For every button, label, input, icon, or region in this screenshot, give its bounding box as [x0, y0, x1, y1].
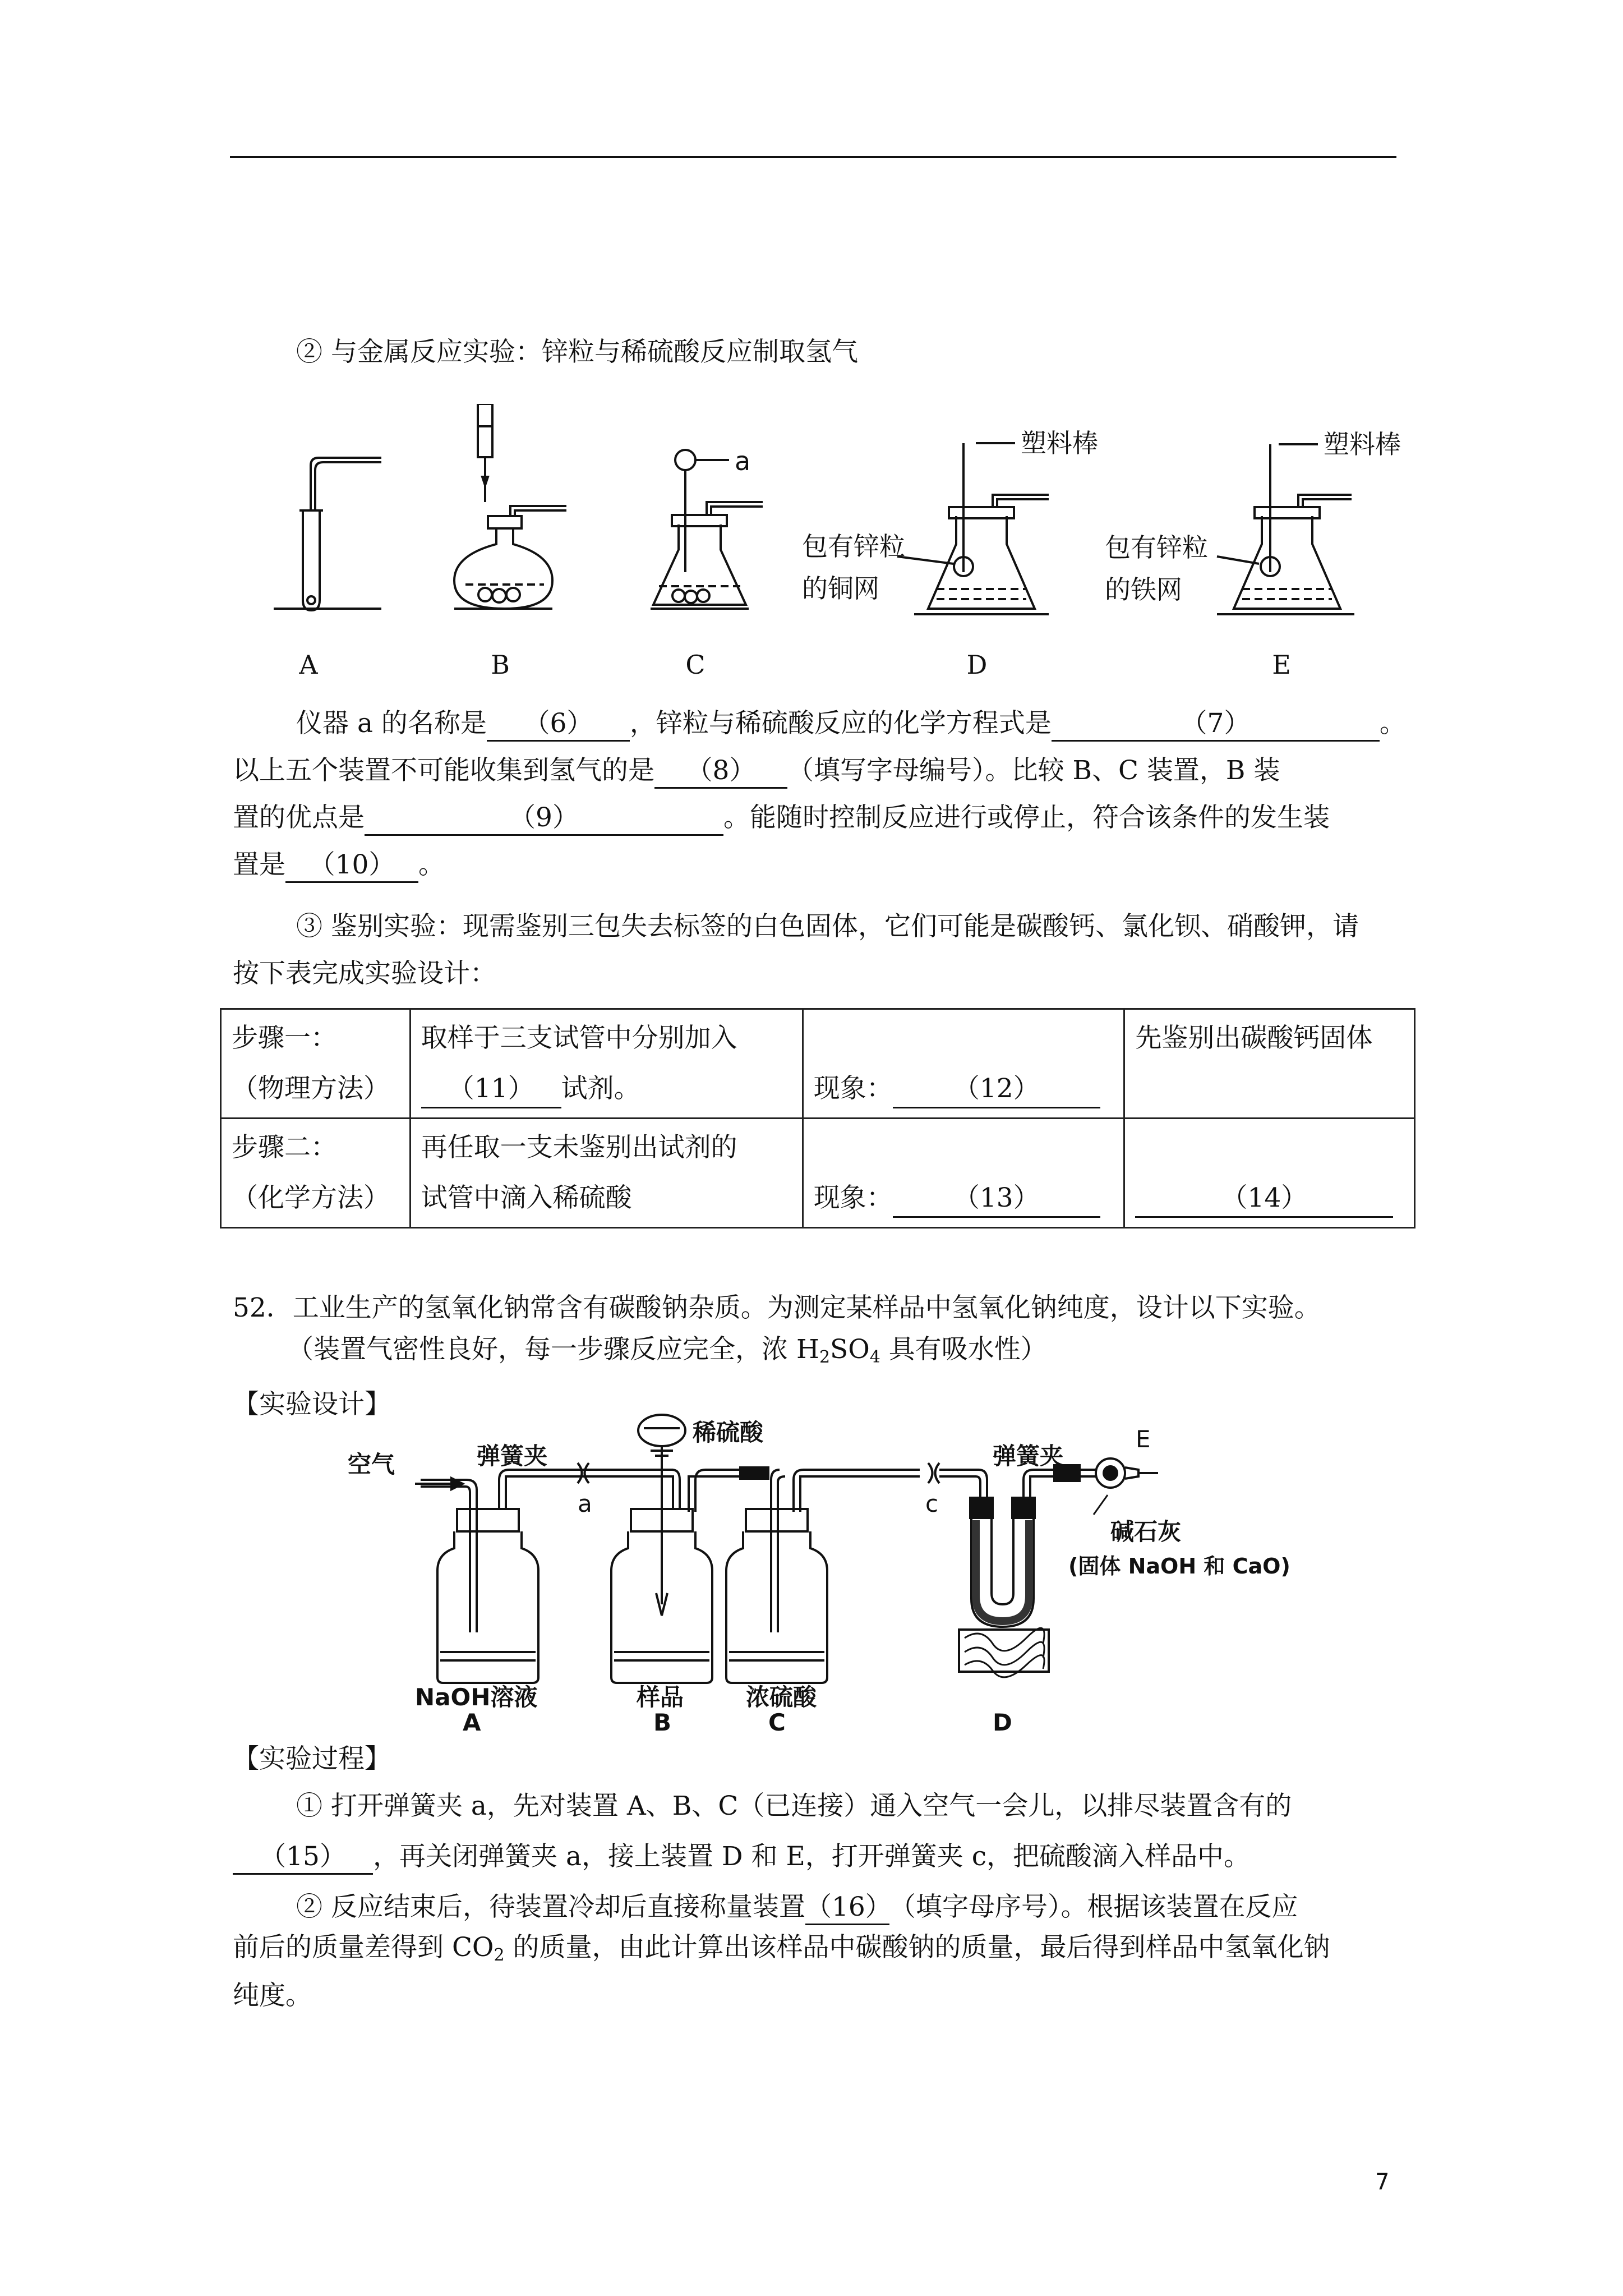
- process-step-1-line-1: ① 打开弹簧夹 a，先对装置 A、B、C（已连接）通入空气一会儿，以排尽装置含有的: [296, 1791, 1292, 1821]
- blank-7[interactable]: （7）: [1052, 702, 1380, 742]
- table-cell: 步骤二： （化学方法）: [221, 1119, 411, 1228]
- soda-lime-note: (固体 NaOH 和 CaO): [1068, 1554, 1290, 1579]
- spring-clip-label-2: 弹簧夹: [993, 1442, 1064, 1470]
- table-cell: 先鉴别出碳酸钙固体: [1124, 1009, 1415, 1119]
- e-label: E: [1136, 1425, 1151, 1453]
- conc-acid-label: 浓硫酸: [746, 1683, 817, 1711]
- question-line-2: 以上五个装置不可能收集到氢气的是 （8） （填写字母编号）。比较 B、C 装置，B 装: [233, 749, 1280, 789]
- u-tube-d: [939, 1470, 1054, 1677]
- soda-lime-label: 碱石灰: [1110, 1518, 1182, 1545]
- blank-8[interactable]: （8）: [654, 749, 787, 789]
- table-cell: [1124, 1119, 1415, 1228]
- blank-10[interactable]: （10）: [285, 844, 418, 883]
- clip-c-label: c: [925, 1490, 939, 1517]
- process-step-2-line-3: 纯度。: [233, 1980, 312, 2011]
- letter-c: C: [768, 1709, 786, 1733]
- spring-clip-c: [928, 1463, 939, 1483]
- sample-label: 样品: [637, 1683, 684, 1711]
- process-heading: 【实验过程】: [233, 1743, 391, 1774]
- letter-b: B: [653, 1709, 672, 1733]
- identification-line-2: 按下表完成实验设计：: [233, 958, 496, 989]
- apparatus-label-e: E: [1272, 650, 1291, 680]
- question-52-stem: 52．工业生产的氢氧化钠常含有碳酸钠杂质。为测定某样品中氢氧化钠纯度，设计以下实验。: [233, 1292, 1321, 1323]
- blank-12[interactable]: （12）: [893, 1071, 1100, 1108]
- blank-15[interactable]: （15）: [233, 1835, 373, 1875]
- table-cell: 再任取一支未鉴别出试剂的 试管中滴入稀硫酸: [410, 1119, 803, 1228]
- question-line-4: 置是 （10） 。: [233, 844, 445, 883]
- letter-d: D: [993, 1709, 1012, 1733]
- plastic-rod-label-e: 塑料棒: [1324, 429, 1401, 459]
- question-line-3: 置的优点是 （9） 。能随时控制反应进行或停止，符合该条件的发生装: [233, 797, 1330, 836]
- spring-clip-a: [578, 1463, 589, 1483]
- blank-13[interactable]: （13）: [893, 1180, 1100, 1218]
- copper-mesh-label-line2: 的铜网: [802, 573, 879, 604]
- spring-clip-label-1: 弹簧夹: [477, 1442, 548, 1470]
- process-step-2-line-2: 前后的质量差得到 $CO_2$ 的质量，由此计算出该样品中碳酸钠的质量，最后得到样品中氢氧化钠: [233, 1932, 1330, 1965]
- table-cell: 步骤一： （物理方法）: [221, 1009, 411, 1119]
- section-heading-metal-reaction: ② 与金属反应实验：锌粒与稀硫酸反应制取氢气: [296, 337, 858, 367]
- table-cell: 取样于三支试管中分别加入 （11） 试剂。: [410, 1009, 803, 1119]
- apparatus-e-flask-iron-mesh: [1217, 444, 1354, 614]
- bottle-b-sample: [611, 1415, 768, 1683]
- instrument-a-label: a: [735, 446, 751, 476]
- copper-mesh-label-line1: 包有锌粒: [802, 531, 905, 562]
- plastic-rod-label-d: 塑料棒: [1021, 428, 1098, 458]
- apparatus-label-c: C: [685, 650, 706, 680]
- process-step-2-line-1: ② 反应结束后，待装置冷却后直接称量装置（16）（填字母序号）。根据该装置在反应: [296, 1886, 1298, 1925]
- process-step-1-line-2: （15） ，再关闭弹簧夹 a，接上装置 D 和 E，打开弹簧夹 c，把硫酸滴入样品中。: [233, 1835, 1250, 1875]
- blank-16[interactable]: （16）: [805, 1886, 889, 1925]
- apparatus-label-b: B: [491, 650, 510, 680]
- table-cell: 现象： （13）: [803, 1119, 1124, 1228]
- clip-a-label: a: [578, 1490, 592, 1517]
- question-52-condition: （装置气密性良好，每一步骤反应完全，浓 $H_2SO_4$ 具有吸水性）: [287, 1334, 1047, 1367]
- blank-14[interactable]: （14）: [1135, 1180, 1393, 1218]
- bottle-c-conc-acid: [726, 1470, 920, 1683]
- design-heading: 【实验设计】: [233, 1389, 391, 1420]
- air-label: 空气: [348, 1451, 395, 1478]
- naoh-purity-setup-diagram: [336, 1414, 1301, 1733]
- table-cell: 现象： （12）: [803, 1009, 1124, 1119]
- experiment-design-table: [220, 1008, 1415, 1228]
- header-rule: [230, 156, 1396, 158]
- table-row: [221, 1119, 1415, 1228]
- page-number: 7: [1375, 2169, 1390, 2195]
- section-heading-identification: ③ 鉴别实验：现需鉴别三包失去标签的白色固体，它们可能是碳酸钙、氯化钡、硝酸钾，请: [296, 911, 1359, 942]
- apparatus-b-flask: [454, 404, 566, 609]
- apparatus-a-test-tube: [274, 458, 381, 610]
- drying-tube-e: [1054, 1458, 1158, 1515]
- blank-11[interactable]: （11）: [421, 1071, 561, 1108]
- blank-6[interactable]: （6）: [487, 702, 630, 742]
- blank-9[interactable]: （9）: [365, 797, 723, 836]
- apparatus-label-d: D: [966, 650, 988, 680]
- dilute-acid-label: 稀硫酸: [693, 1419, 764, 1446]
- iron-mesh-label-line1: 包有锌粒: [1105, 532, 1208, 563]
- letter-a: A: [463, 1709, 481, 1733]
- iron-mesh-label-line2: 的铁网: [1105, 574, 1182, 605]
- naoh-solution-label: NaOH溶液: [415, 1683, 538, 1711]
- apparatus-d-flask-copper-mesh: [897, 443, 1049, 614]
- apparatus-label-a: A: [299, 650, 318, 680]
- table-row: [221, 1009, 1415, 1119]
- question-line-1: 仪器 a 的名称是 （6） ，锌粒与稀硫酸反应的化学方程式是 （7） 。: [296, 702, 1406, 742]
